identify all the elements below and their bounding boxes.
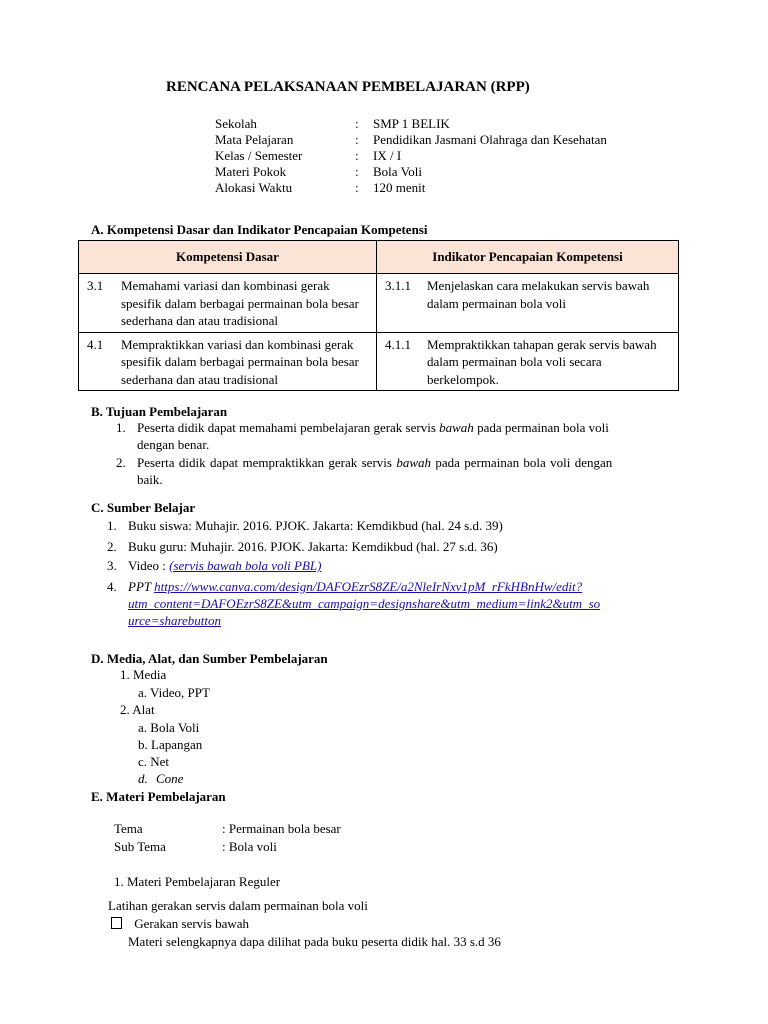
list-item: [128, 558, 322, 574]
list-item-number: 4.: [107, 579, 117, 594]
table-cell: [377, 274, 679, 333]
ppt-link-continuation[interactable]: urce=sharebutton: [128, 613, 222, 628]
identity-sep: :: [355, 148, 359, 163]
list-item-text: pada permainan bola voli dengan: [430, 455, 613, 470]
indicator-number: 4.1.1: [385, 336, 411, 352]
materi-text: Materi selengkapnya dapa dilihat pada buku peserta didik hal. 33 s.d 36: [128, 934, 501, 949]
alat-item-cone: Cone: [156, 771, 184, 786]
alat-item: c. Net: [138, 754, 170, 769]
identity-label: Sekolah: [215, 116, 257, 131]
alat-item: b. Lapangan: [138, 737, 203, 752]
indicator-text: Menjelaskan cara melakukan servis bawah dalam permainan bola voli: [427, 278, 650, 311]
identity-sep: :: [355, 132, 359, 147]
identity-label: Kelas / Semester: [215, 148, 303, 163]
tema-value: : Permainan bola besar: [222, 821, 341, 836]
list-item-text: Video :: [128, 558, 170, 573]
section-e-heading: E. Materi Pembelajaran: [91, 789, 226, 804]
list-item-number: 2.: [107, 539, 117, 554]
latihan-text: Latihan gerakan servis dalam permainan bola voli: [108, 898, 368, 913]
section-b-heading: B. Tujuan Pembelajaran: [91, 404, 228, 419]
list-item-text: Buku siswa: Muhajir. 2016. PJOK. Jakarta: Kemdikbud (hal. 24 s.d. 39): [128, 518, 503, 533]
identity-value: 120 menit: [373, 180, 426, 195]
list-item-text: pada permainan bola voli: [473, 420, 609, 435]
list-item: [128, 579, 582, 595]
identity-value: Bola Voli: [373, 164, 423, 179]
section-a-heading: A. Kompetensi Dasar dan Indikator Pencapaian Kompetensi: [91, 222, 428, 237]
ppt-link-continuation[interactable]: utm_content=DAFOEzrS8ZE&utm_campaign=designshare&utm_medium=link2&utm_so: [128, 596, 601, 611]
table-cell: [79, 274, 377, 333]
indicator-text: Mempraktikkan tahapan gerak servis bawah dalam permainan bola voli secara berkelompok.: [427, 336, 657, 387]
identity-sep: :: [355, 164, 359, 179]
table-header: Indikator Pencapaian Kompetensi: [377, 241, 679, 274]
list-item-number: 1.: [107, 518, 117, 533]
checkbox-bullet-icon: [111, 917, 122, 929]
list-item-text: Peserta didik dapat mempraktikkan gerak servis: [137, 455, 397, 470]
identity-value: SMP 1 BELIK: [373, 116, 450, 131]
list-item-emphasis: bawah: [439, 420, 474, 435]
alat-item: a. Bola Voli: [138, 720, 200, 735]
list-item-text: PPT: [128, 579, 155, 594]
page-title: RENCANA PELAKSANAAN PEMBELAJARAN (RPP): [166, 79, 530, 95]
subtema-label: Sub Tema: [114, 839, 166, 854]
tema-label: Tema: [114, 821, 143, 836]
bullet-item: [111, 916, 249, 932]
alat-item-marker: d.: [138, 771, 148, 786]
table-header: Kompetensi Dasar: [79, 241, 377, 274]
section-c-heading: C. Sumber Belajar: [91, 500, 196, 515]
table-header-row: [79, 241, 679, 274]
table-cell: [377, 332, 679, 391]
section-d-heading: D. Media, Alat, dan Sumber Pembelajaran: [91, 651, 328, 666]
ppt-link[interactable]: https://www.canva.com/design/DAFOEzrS8ZE/a2NleIrNxv1pM_rFkHBnHw/edit?: [154, 579, 583, 594]
identity-label: Materi Pokok: [215, 164, 287, 179]
identity-value: IX / I: [373, 148, 402, 163]
list-item: [137, 455, 612, 471]
list-item-text: Buku guru: Muhajir. 2016. PJOK. Jakarta: Kemdikbud (hal. 27 s.d. 36): [128, 539, 498, 554]
reguler-heading: 1. Materi Pembelajaran Reguler: [114, 874, 281, 889]
kd-text: Memahami variasi dan kombinasi gerak spesifik dalam berbagai permainan bola besar sederhana dan atau tradisional: [121, 278, 359, 328]
list-item-number: 1.: [116, 420, 126, 435]
list-item-number: 3.: [107, 558, 117, 573]
subtema-value: : Bola voli: [222, 839, 277, 854]
kd-text: Mempraktikkan variasi dan kombinasi gerak spesifik dalam berbagai permainan bola besar sederhana dan atau tradisional: [121, 336, 359, 387]
identity-value: Pendidikan Jasmani Olahraga dan Kesehatan: [373, 132, 607, 147]
alat-label: 2. Alat: [120, 702, 155, 717]
identity-label: Mata Pelajaran: [215, 132, 294, 147]
list-item-continuation: dengan benar.: [137, 437, 210, 452]
media-label: 1. Media: [120, 667, 167, 682]
list-item-continuation: baik.: [137, 472, 163, 487]
identity-label: Alokasi Waktu: [215, 180, 293, 195]
identity-sep: :: [355, 180, 359, 195]
table-row: [79, 332, 679, 391]
identity-sep: :: [355, 116, 359, 131]
table-cell: [79, 332, 377, 391]
list-item-text: Peserta didik dapat memahami pembelajaran gerak servis: [137, 420, 440, 435]
media-item: a. Video, PPT: [138, 685, 210, 700]
kd-number: 3.1: [87, 278, 104, 293]
bullet-text: Gerakan servis bawah: [134, 916, 250, 931]
list-item-emphasis: bawah: [396, 455, 431, 470]
video-link[interactable]: (servis bawah bola voli PBL): [169, 558, 322, 573]
list-item-number: 2.: [116, 455, 126, 470]
table-row: [79, 274, 679, 333]
indicator-number: 3.1.1: [385, 278, 411, 293]
list-item: [137, 420, 609, 436]
kd-number: 4.1: [87, 336, 104, 352]
competency-table: [78, 240, 679, 391]
